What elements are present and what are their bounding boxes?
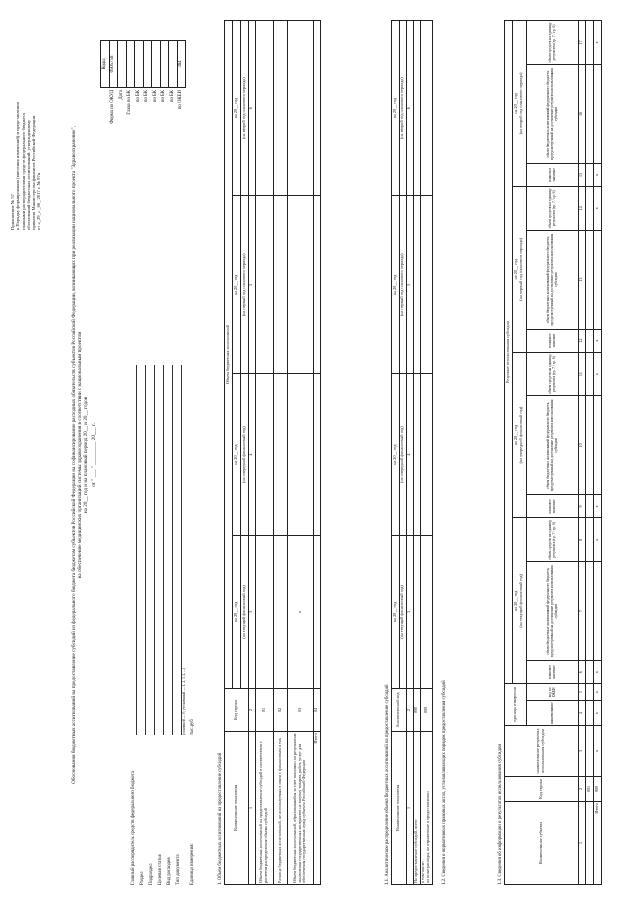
col-header: наименование результата использования субсидии: [504, 726, 578, 777]
code-value: [160, 41, 169, 88]
col-header: объем средств на единицу результата (гр. 7 / гр. 6): [526, 352, 578, 396]
col-header: плановое значение: [526, 661, 578, 684]
col-number: 3: [578, 726, 585, 777]
col-header: плановое значение: [526, 495, 578, 518]
table-cell: [420, 21, 432, 196]
appendix-line: Приложение № 57: [10, 194, 15, 230]
col-number: 1: [578, 802, 585, 885]
col-subheader: (на текущий финансовый год): [399, 535, 406, 688]
table-cell: [585, 802, 593, 885]
table-cell: [593, 396, 601, 495]
table-row: [313, 21, 320, 885]
appendix-line: обоснований бюджетных ассигнований, утвержденному: [25, 119, 31, 230]
table-cell: [273, 535, 287, 688]
table-cell: [593, 230, 601, 329]
code-label: Дата: [118, 90, 124, 100]
field-row: [164, 325, 173, 885]
table-cell: [255, 535, 273, 688]
section-1-3-table: [504, 20, 602, 885]
col-header: плановое значение: [526, 163, 578, 186]
header-fields: [128, 325, 195, 885]
col-number: 15: [578, 163, 585, 186]
col-header: объем средств на единицу результата (гр. 7 / гр. 6): [526, 186, 578, 230]
col-header: [512, 186, 526, 352]
col-subheader: (на второй год планового периода): [240, 21, 248, 196]
col-header: Наименование показателя: [224, 732, 248, 885]
col-number: 5: [578, 684, 585, 701]
field-line: [172, 365, 173, 735]
col-number: 5: [406, 196, 413, 374]
col-number: 2: [578, 777, 585, 802]
table-cell: [585, 684, 593, 701]
table-cell: [585, 163, 593, 186]
table-row: [420, 21, 432, 885]
table-cell: [313, 535, 320, 688]
col-number: 17: [578, 21, 585, 65]
table-cell: [273, 374, 287, 536]
code-value: [143, 41, 152, 88]
title-main: Обоснования бюджетных ассигнований на предоставление субсидий из федерального бюджета бюджетам субъектов Российской Федерации на софинансирование расходных обязательств субъектов Российской Федерации, возникающих при реализации национального проекта "Здравоохранение",: [71, 126, 77, 784]
col-header: объем бюджетных ассигнований федерального бюджета, предусмотренный на достижение результата использования субсидии: [526, 562, 578, 661]
code-value: 0505758: [109, 41, 118, 88]
code-value: [135, 41, 144, 88]
field-label: Главный распорядитель средств федерального бюджета: [131, 771, 137, 885]
col-number: 13: [578, 230, 585, 329]
col-number: 16: [578, 64, 585, 163]
section-caption: 1.1. Аналитическое распределение объема бюджетных ассигнований на предоставление субсидий: [385, 684, 390, 885]
col-header-group: Результат использования субсидии: [504, 21, 512, 684]
row-label: [420, 732, 432, 885]
table-cell: [585, 562, 593, 661]
table-cell: [585, 396, 593, 495]
codes-block: [100, 40, 186, 126]
section-1-1-table: [391, 20, 433, 885]
appendix-line: приказом Министерства финансов Российской Федерации: [31, 115, 37, 230]
field-line: [136, 365, 137, 735]
field-label: Раздел: [140, 871, 146, 885]
table-cell: [585, 186, 593, 230]
table-cell: x: [593, 163, 601, 186]
field-label: Подраздел: [149, 863, 155, 885]
col-header: на 20__ год: [232, 196, 240, 374]
col-number: 4: [578, 701, 585, 726]
table-cell: [420, 196, 432, 374]
col-number: 1: [248, 732, 255, 885]
appendix-note: [10, 30, 42, 230]
year-sublabel: (на второй год планового периода): [518, 72, 524, 135]
section-1-1: [385, 20, 433, 885]
row-sublabel: в том числе:: [420, 861, 426, 883]
col-number: 6: [248, 21, 255, 196]
document-title: [72, 95, 98, 815]
doc-type-note: (основной — 0; уточненный — 1, 2, 3, 4, ...): [182, 667, 186, 735]
table-cell: [593, 64, 601, 163]
row-label: Объем бюджетных ассигнований, образовавшийся за счет экономии по результатам заключения государственных контрактов на закупку товаров, работ, услуг для обеспечения государственных нужд субъекта Российской Федерации: [287, 732, 313, 885]
table-cell: x: [593, 329, 601, 352]
col-header: на 20__ год: [232, 535, 240, 688]
col-header: объем средств на единицу результата (гр. 7 / гр. 6): [526, 21, 578, 65]
col-header: объем бюджетных ассигнований федерального бюджета, предусмотренный на достижение результата использования субсидии: [526, 230, 578, 329]
table-cell: [420, 535, 432, 688]
total-label: Итого: [593, 802, 601, 885]
col-header: на 20__ год: [391, 21, 399, 196]
field-line: [154, 365, 155, 735]
table-cell: [585, 495, 593, 518]
col-header: наименование: [526, 701, 578, 726]
section-caption: 1. Объем бюджетных ассигнований на предоставление субсидий: [218, 752, 223, 885]
table-row: [593, 21, 601, 885]
col-number: 12: [578, 329, 585, 352]
col-subheader: (на первый год планового периода): [240, 196, 248, 374]
table-cell: [313, 21, 320, 196]
table-cell: [585, 230, 593, 329]
total-label: Итого: [313, 732, 320, 885]
col-header: объем бюджетных ассигнований федерального бюджета, предусмотренный на достижение результата использования субсидии: [526, 64, 578, 163]
col-header: единица измерения: [504, 684, 526, 726]
row-code: 001: [585, 777, 593, 802]
codes-header: Коды: [101, 41, 110, 88]
col-header: Код строки: [224, 689, 248, 732]
year-sublabel: (на очередной финансовый год): [518, 406, 524, 464]
field-line: [163, 365, 164, 735]
code-value: [152, 41, 161, 88]
field-label: Вид расходов: [167, 857, 173, 885]
appendix-line: к Порядку формирования (внесения изменений) и представления: [15, 102, 21, 230]
table-cell: [287, 374, 313, 536]
table-cell: x: [593, 352, 601, 396]
col-number: 2: [248, 689, 255, 732]
col-subheader: (на очередной финансовый год): [240, 374, 248, 536]
title-date: от " ___ " _________ 20___ г.: [90, 423, 97, 487]
col-number: 7: [578, 562, 585, 661]
row-code: 900: [593, 777, 601, 802]
col-number: 10: [578, 396, 585, 495]
table-cell: x: [593, 186, 601, 230]
col-subheader: (на очередной финансовый год): [399, 374, 406, 536]
year-label: на 20__ год: [513, 93, 519, 114]
appendix-line: главными распорядителями средств федерального бюджета: [20, 113, 26, 230]
col-number: 2: [406, 689, 413, 732]
field-row: [155, 325, 164, 885]
table-cell: x: [593, 495, 601, 518]
year-label: на 20__ год: [513, 259, 519, 280]
table-cell: [593, 562, 601, 661]
code-value: [118, 41, 127, 88]
code-label: по БК: [169, 90, 175, 103]
col-header: Наименование субъекта: [504, 802, 578, 885]
col-subheader: (на второй год планового периода): [399, 21, 406, 196]
table-cell: [585, 352, 593, 396]
table-cell: [255, 196, 273, 374]
col-number: 6: [406, 21, 413, 196]
col-number: 4: [248, 374, 255, 536]
col-header: Аналитический код: [391, 689, 406, 732]
code-label: Глава по БК: [127, 90, 133, 115]
code-value: 384: [177, 41, 186, 88]
section-1-table: [224, 20, 321, 885]
table-cell: x: [287, 535, 313, 688]
row-code: 01: [255, 689, 273, 732]
field-label: Тип документа: [176, 854, 182, 885]
row-code: 04: [313, 689, 320, 732]
col-header: [512, 518, 526, 684]
col-header: [512, 352, 526, 518]
table-cell: [585, 726, 593, 777]
row-code: 000: [420, 689, 432, 732]
title-sub: на обеспечение медицинских организаций системы здравоохранения в соответствии с национальным проектом: [76, 331, 83, 579]
table-cell: [255, 374, 273, 536]
col-number: 3: [406, 535, 413, 688]
field-row: [173, 325, 182, 885]
table-row: [255, 21, 273, 885]
table-cell: [585, 329, 593, 352]
field-line: [145, 365, 146, 735]
section-1-3: [498, 20, 602, 885]
title-period: на 20__ год и на плановый период 20__ и 20__ годов: [82, 396, 89, 514]
table-cell: [313, 374, 320, 536]
table-row: [413, 21, 420, 885]
code-label: по БК: [135, 90, 141, 103]
table-cell: x: [593, 726, 601, 777]
row-code: 03: [287, 689, 313, 732]
table-cell: [313, 196, 320, 374]
col-subheader: (на первый год планового периода): [399, 196, 406, 374]
table-cell: x: [593, 684, 601, 701]
col-header: объем бюджетных ассигнований федерального бюджета, предусмотренный на достижение результата использования субсидии: [526, 396, 578, 495]
col-number: 3: [248, 535, 255, 688]
field-label: Единица измерения:: [189, 843, 195, 885]
col-header: плановое значение: [526, 329, 578, 352]
table-cell: x: [593, 701, 601, 726]
col-number: 11: [578, 352, 585, 396]
table-cell: x: [593, 661, 601, 684]
table-cell: [273, 21, 287, 196]
col-header-group: Объем бюджетных ассигнований: [224, 21, 232, 689]
table-cell: [273, 196, 287, 374]
row-label: На предоставление субсидий, всего: [413, 732, 420, 885]
col-header: на 20__ год: [391, 374, 399, 536]
table-cell: [287, 21, 313, 196]
field-row: [146, 325, 155, 885]
col-number: 6: [578, 661, 585, 684]
table-cell: [413, 21, 420, 196]
year-sublabel: (на первый год планового периода): [518, 237, 524, 301]
table-cell: [413, 374, 420, 536]
table-cell: [585, 661, 593, 684]
table-row: [273, 21, 287, 885]
section-1: [218, 20, 321, 885]
code-label: Форма по ОКУД: [110, 90, 116, 124]
col-number: 4: [406, 374, 413, 536]
row-label: Объем бюджетных ассигнований на предоставление субсидий в соответствии с расчетом распределения объема субсидий: [255, 732, 273, 885]
unit-value: тыс.руб: [189, 719, 195, 735]
col-header: на 20__ год: [232, 21, 240, 196]
col-header: [512, 21, 526, 187]
table-row: [585, 21, 593, 885]
code-value: [169, 41, 178, 88]
col-number: 9: [578, 495, 585, 518]
col-subheader: (на текущий финансовый год): [240, 535, 248, 688]
section-caption: 1.2. Сведения о нормативных правовых актах, устанавливающих порядок предоставления субсидий: [442, 680, 447, 885]
code-label: по ОКЕИ: [178, 90, 184, 110]
table-cell: [287, 196, 313, 374]
row-code: 000: [413, 689, 420, 732]
table-cell: [420, 374, 432, 536]
code-value: [126, 41, 135, 88]
field-label: Целевая статья: [158, 854, 164, 885]
col-header: на 20__ год: [232, 374, 240, 536]
table-cell: [413, 196, 420, 374]
table-cell: [585, 64, 593, 163]
row-sublabel: на иные расходы, не отраженные в предоставлении: [425, 791, 431, 883]
field-row: [186, 325, 195, 885]
col-number: 14: [578, 186, 585, 230]
col-header: Код строки: [504, 777, 578, 802]
year-label: на 20__ год: [513, 590, 519, 611]
table-row: [287, 21, 313, 885]
table-cell: [585, 21, 593, 65]
appendix-line: от «_29_» _06_ 2017 г. № 97н: [36, 172, 42, 230]
code-label: по БК: [152, 90, 158, 103]
col-number: 8: [578, 518, 585, 562]
col-header: на 20__ год: [391, 196, 399, 374]
field-row: [128, 325, 137, 885]
col-header: Наименование показателя: [391, 732, 406, 885]
section-caption: 1.3. Сведения об информации о результатах использования субсидии: [498, 743, 503, 885]
col-header: на 20__ год: [391, 535, 399, 688]
table-cell: [255, 21, 273, 196]
col-header: код по ОКЕИ: [526, 684, 578, 701]
year-sublabel: (на текущий финансовый год): [518, 574, 524, 628]
code-label: по БК: [161, 90, 167, 103]
row-label: Разница бюджетных ассигнований, не используемых в связи с финансовым и так: [273, 732, 287, 885]
col-number: 1: [406, 732, 413, 885]
code-label: по БК: [144, 90, 150, 103]
table-cell: x: [593, 21, 601, 65]
field-row: [137, 325, 146, 885]
row-code: 02: [273, 689, 287, 732]
col-number: 5: [248, 196, 255, 374]
col-header: объем средств на единицу результата (гр. 7 / гр. 6): [526, 518, 578, 562]
table-cell: [413, 535, 420, 688]
table-cell: [585, 701, 593, 726]
section-1-2: [442, 20, 448, 885]
table-cell: x: [593, 518, 601, 562]
year-label: на 20__ год: [513, 424, 519, 446]
table-cell: [585, 518, 593, 562]
